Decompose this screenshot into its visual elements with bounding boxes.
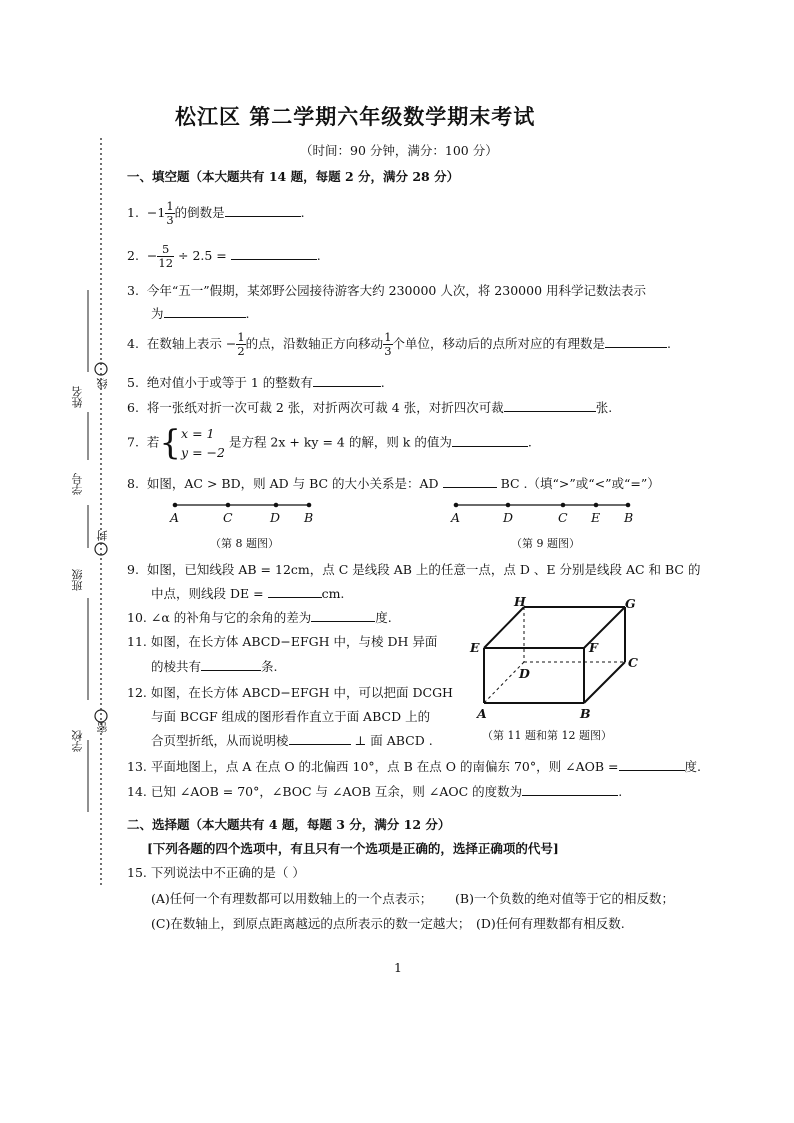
class-label: 班级	[71, 569, 84, 591]
question-12-line1: 12. 如图，在长方体 ABCD−EFGH 中，可以把面 DCGH	[127, 685, 453, 700]
fig9-label-c: C	[558, 510, 568, 525]
fig9-caption: （第 9 题图）	[511, 537, 580, 550]
student-id-label: 学号	[71, 473, 84, 495]
answer-blank-13[interactable]	[619, 770, 685, 771]
option-a[interactable]: (A)任何一个有理数都可以用数轴上的一个点表示；	[151, 891, 433, 906]
section2-heading: 二、选择题（本大题共有 4 题，每题 3 分，满分 12 分）	[127, 817, 451, 832]
fig8-caption: （第 8 题图）	[210, 537, 279, 550]
question-11-line1: 11. 如图，在长方体 ABCD−EFGH 中，与棱 DH 异面	[127, 634, 438, 649]
question-15: 15. 下列说法中不正确的是（ ）	[127, 865, 305, 880]
fig8-label-b: B	[304, 510, 314, 525]
name-label: 姓名	[71, 386, 84, 408]
question-10: 10. ∠α 的补角与它的余角的差为 度.	[127, 610, 392, 625]
option-d[interactable]: (D)任何有理数都有相反数.	[476, 916, 625, 931]
cube-label-a: A	[477, 706, 487, 721]
question-9-line1: 9. 如图，已知线段 AB = 12cm，点 C 是线段 AB 上的任意一点，点 D 、E 分别是线段 AC 和 BC 的	[127, 562, 701, 577]
binding-mark-secret: 密	[96, 722, 109, 733]
cube-label-h: H	[514, 594, 526, 609]
answer-blank-14[interactable]	[522, 795, 618, 796]
cube-label-d: D	[519, 666, 530, 681]
question-9-line2: 中点，则线段 DE = cm.	[151, 586, 345, 601]
section2-note: [下列各题的四个选项中，有且只有一个选项是正确的，选择正确项的代号]	[147, 841, 559, 856]
question-12-line3: 合页型折纸，从而说明棱 ⊥ 面 ABCD .	[151, 733, 433, 748]
exam-subtitle: （时间：90 分钟，满分：100 分）	[300, 143, 498, 158]
page-number: 1	[394, 960, 402, 975]
question-6: 6. 将一张纸对折一次可裁 2 张，对折两次可裁 4 张，对折四次可裁 张.	[127, 400, 613, 415]
question-4: 4. 在数轴上表示 − $\frac{1}{2}$ 的点，沿数轴正方向移动 $\frac{1}{3}$ 个单位，移动后的点所对应的有理数是 .	[127, 330, 672, 358]
cube-label-c: C	[628, 655, 638, 670]
fig8-label-d: D	[270, 510, 281, 525]
question-5: 5. 绝对值小于或等于 1 的整数有 .	[127, 375, 385, 390]
question-3-line1: 3. 今年“五一”假期，某郊野公园接待游客大约 230000 人次，将 230000 用科学记数法表示	[127, 283, 647, 298]
question-11-line2: 的棱共有 条.	[151, 659, 278, 674]
fig9-label-e: E	[591, 510, 601, 525]
school-label: 学校	[71, 730, 84, 752]
question-3-line2: 为 .	[151, 306, 250, 321]
option-b[interactable]: (B)一个负数的绝对值等于它的相反数；	[455, 891, 674, 906]
cube-label-g: G	[625, 596, 636, 611]
fig8-label-c: C	[223, 510, 233, 525]
question-14: 14. 已知 ∠AOB = 70°，∠BOC 与 ∠AOB 互余，则 ∠AOC 的度数为 .	[127, 784, 623, 799]
question-1: 1. −1 $\frac{1}{3}$ 的倒数是 .	[127, 199, 305, 227]
binding-mark-line: 线	[96, 378, 109, 389]
cube-label-f: F	[589, 640, 598, 655]
fig9-label-d: D	[503, 510, 514, 525]
binding-mark-seal: 封	[96, 530, 109, 541]
question-13: 13. 平面地图上，点 A 在点 O 的北偏西 10°，点 B 在点 O 的南偏东 70°，则 ∠AOB = 度.	[127, 759, 701, 774]
fig9-label-a: A	[451, 510, 461, 525]
cube-caption: （第 11 题和第 12 题图）	[482, 729, 612, 742]
question-2: 2. − $\frac{5}{12}$ ÷ 2.5 = .	[127, 242, 321, 270]
cube-label-e: E	[470, 640, 480, 655]
question-8: 8. 如图，AC > BD，则 AD 与 BC 的大小关系是：AD BC .（填“>”或“<”或“=”）	[127, 476, 660, 491]
question-12-line2: 与面 BCGF 组成的图形看作直立于面 ABCD 上的	[151, 709, 431, 724]
cube-label-b: B	[580, 706, 591, 721]
question-7: 7. 若{ x = 1 y = −2 是方程 2x + ky = 4 的解，则 k 的值为 .	[127, 423, 532, 463]
fig8-label-a: A	[170, 510, 180, 525]
section1-heading: 一、填空题（本大题共有 14 题，每题 2 分，满分 28 分）	[127, 169, 460, 184]
option-c[interactable]: (C)在数轴上，到原点距离越远的点所表示的数一定越大；	[151, 916, 471, 931]
fig9-label-b: B	[624, 510, 634, 525]
exam-title: 松江区 第二学期六年级数学期末考试	[175, 104, 536, 129]
